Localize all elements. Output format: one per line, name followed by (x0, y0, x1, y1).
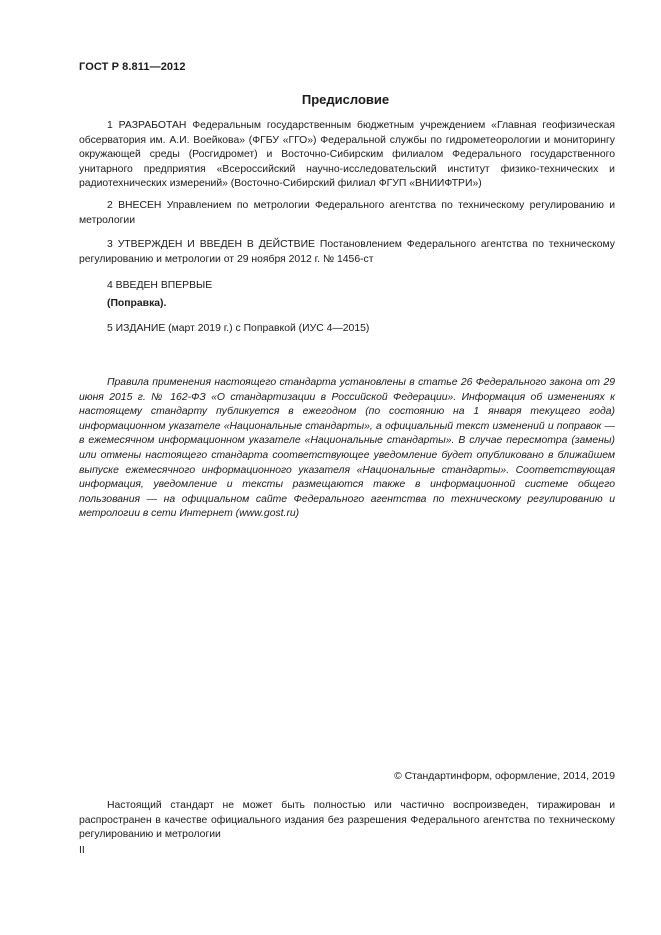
foreword-item-2: 2 ВНЕСЕН Управлением по метрологии Федерального агентства по техническому регулированию и метрологии (79, 200, 615, 226)
foreword-item-1: 1 РАЗРАБОТАН Федеральным государственным бюджетным учреждением «Главная геофизическая обсерватория им. А.И. Воейкова» (ФГБУ «ГГО») Федеральной службы по гидрометеорологии и мониторингу окружающей среды (Росгидромет) и Восточно-Сибирским филиалом Федерального государственного унитарного предприятия «Всероссийский научно-исследовательский институт физико-технических и радиотехнических измерений» (Восточно-Сибирский филиал ФГУП «ВНИИФТРИ») (79, 120, 615, 190)
copyright-notice: © Стандартинформ, оформление, 2014, 2019 (394, 771, 615, 782)
foreword-item-4: 4 ВВЕДЕН ВПЕРВЫЕ (107, 280, 213, 291)
foreword-item-4-note: (Поправка). (107, 298, 167, 309)
reproduction-notice: Настоящий стандарт не может быть полностью или частично воспроизведен, тиражирован и распространен в качестве официального издания без разрешения Федерального агентства по техническому регулированию и метрологии (79, 800, 615, 841)
document-code-header: ГОСТ Р 8.811—2012 (79, 61, 186, 73)
foreword-item-3: 3 УТВЕРЖДЕН И ВВЕДЕН В ДЕЙСТВИЕ Постановлением Федерального агентства по техническому регулированию и метрологии от 29 ноября 2012 г. № 1456-ст (79, 239, 615, 265)
section-title: Предисловие (301, 92, 390, 107)
rules-notice: Правила применения настоящего стандарта установлены в статье 26 Федерального закона от 29 июня 2015 г. № 162-ФЗ «О стандартизации в Российской Федерации». Информация об изменениях к настоящему стандарту публикуется в ежегодном (по состоянию на 1 января текущего года) информационном указателе «Национальные стандарты», а официальный текст изменений и поправок — в ежемесячном информационном указателе «Национальные стандарты». В случае пересмотра (замены) или отмены настоящего стандарта соответствующее уведомление будет опубликовано в ближайшем выпуске ежемесячного информационного указателя «Национальные стандарты». Соответствующая информация, уведомление и тексты размещаются также в информационной системе общего пользования — на официальном сайте Федерального агентства по техническому регулированию и метрологии в сети Интернет (www.gost.ru) (79, 377, 615, 520)
page-number: II (79, 845, 85, 856)
foreword-item-5: 5 ИЗДАНИЕ (март 2019 г.) с Поправкой (ИУС 4—2015) (107, 323, 370, 334)
